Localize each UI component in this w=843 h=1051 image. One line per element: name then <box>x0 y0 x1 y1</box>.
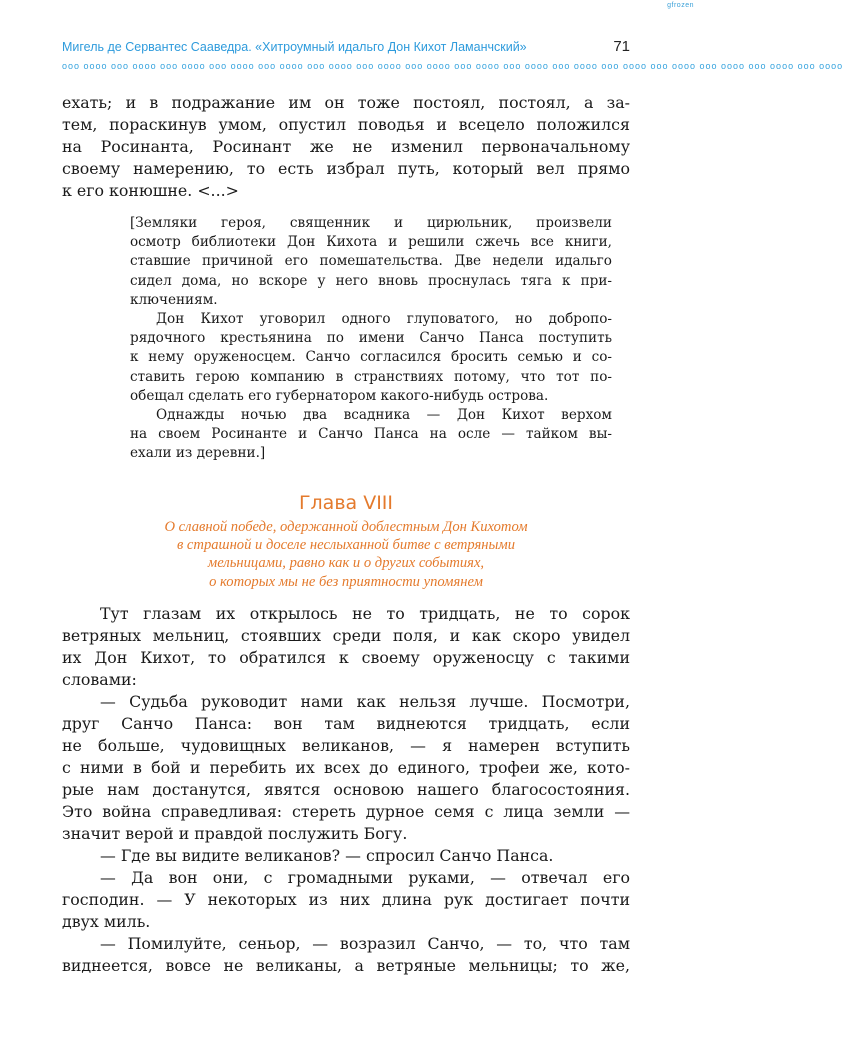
text-line: двух миль. <box>62 912 151 932</box>
text-line: друг Санчо Панса: вон там виднеются тридцать, если <box>62 714 630 734</box>
summary-line: Однажды ночью два всадника — Дон Кихот верхом <box>156 407 612 424</box>
text-line: тем, пораскинув умом, опустил поводья и всецело положился <box>62 115 630 134</box>
text-line: — Где вы видите великанов? — спросил Санчо Панса. <box>100 846 554 866</box>
text-line: — Судьба руководит нами как нельзя лучше. Посмотри, <box>100 692 630 712</box>
text-line: виднеется, вовсе не великаны, а ветряные мельницы; то же, <box>62 956 630 976</box>
page-number: 71 <box>613 38 630 55</box>
text-line: Это война справедливая: стереть дурное семя с лица земли — <box>62 802 630 822</box>
running-head: Мигель де Сервантес Сааведра. «Хитроумный идальго Дон Кихот Ламанчский» <box>62 40 527 54</box>
intro-paragraph <box>62 92 630 202</box>
text-line: своему намерению, то есть избрал путь, который вел прямо <box>62 159 630 178</box>
subtitle-line: в страшной и доселе неслыханной битве с ветряными <box>176 537 516 554</box>
chapter-subtitle <box>62 518 630 592</box>
text-line: на Росинанта, Росинант же не изменил первоначальному <box>62 137 630 156</box>
text-line: к его конюшне. <...> <box>62 181 239 200</box>
header-ornament: ooo oooo ooo oooo ooo oooo ooo oooo ooo oooo ooo oooo ooo oooo ooo oooo ooo oooo ooo oooo ooo oooo ooo oooo ooo oooo ooo oooo ooo oooo ooo oooo <box>62 61 843 71</box>
text-line: Тут глазам их открылось не то тридцать, не то сорок <box>100 604 630 624</box>
summary-line: на своем Росинанте и Санчо Панса на осле — тайком вы- <box>130 426 612 443</box>
summary-line: ехали из деревни.] <box>130 445 266 462</box>
subtitle-line: мельницами, равно как и о других событиях, <box>207 555 485 572</box>
subtitle-line: О славной победе, одержанной доблестным Дон Кихотом <box>164 518 528 535</box>
body-text <box>62 603 630 977</box>
text-line: не больше, чудовищных великанов, — я намерен вступить <box>62 736 630 756</box>
text-line: — Да вон они, с громадными руками, — отвечал его <box>100 868 630 888</box>
corner-watermark: gfrozen <box>667 2 694 9</box>
summary-line: сидел дома, но вскоре у него вновь проснулась тяга к при- <box>130 272 612 289</box>
text-line: господин. — У некоторых из них длина рук достигает почти <box>62 890 630 910</box>
text-line: их Дон Кихот, то обратился к своему оруженосцу с такими <box>62 648 630 668</box>
text-line: рые нам достанутся, явятся основою нашего благосостояния. <box>62 780 630 800</box>
summary-block <box>130 214 612 464</box>
chapter-title: Глава VIII <box>298 491 394 514</box>
text-line: значит верой и правдой послужить Богу. <box>62 824 408 844</box>
summary-line: Дон Кихот уговорил одного глуповатого, но добропо- <box>156 311 612 328</box>
text-line: с ними в бой и перебить их всех до единого, трофеи же, кото- <box>62 758 630 778</box>
subtitle-line: о которых мы не без приятности упомянем <box>209 573 483 590</box>
text-line: словами: <box>62 670 137 690</box>
text-line: ветряных мельниц, стоявших среди поля, и как скоро увидел <box>62 626 630 646</box>
summary-line: ставшие причиной его помешательства. Две недели идальго <box>130 253 612 270</box>
text-line: ехать; и в подражание им он тоже постоял, постоял, а за- <box>62 93 630 112</box>
summary-line: к нему оруженосцем. Санчо согласился бросить семью и со- <box>130 349 612 366</box>
summary-line: ставить герою компанию в странствиях потому, что тот по- <box>130 368 612 385</box>
summary-line: рядочного крестьянина по имени Санчо Панса поступить <box>130 330 612 347</box>
summary-line: осмотр библиотеки Дон Кихота и решили сжечь все книги, <box>130 234 612 251</box>
summary-line: обещал сделать его губернатором какого-нибудь острова. <box>130 387 549 404</box>
summary-line: [Земляки героя, священник и цирюльник, произвели <box>130 215 612 231</box>
text-line: — Помилуйте, сеньор, — возразил Санчо, — то, что там <box>100 934 630 954</box>
summary-line: ключениям. <box>130 291 218 308</box>
page-content <box>62 92 630 977</box>
